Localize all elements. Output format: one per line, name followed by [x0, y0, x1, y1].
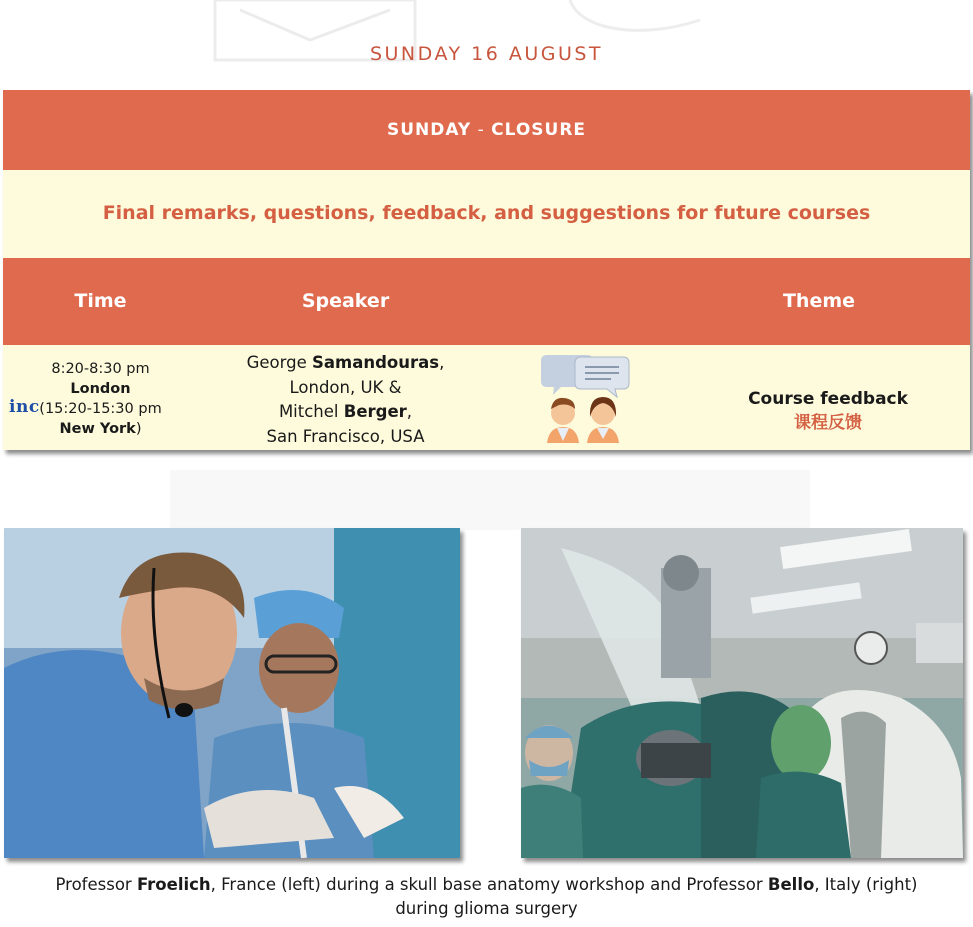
photo-glioma-surgery [521, 528, 963, 858]
speaker2-location: San Francisco, USA [266, 426, 425, 446]
header-time: Time [74, 290, 127, 312]
caption-middle: , France (left) during a skull base anatomy workshop and Professor [210, 875, 768, 894]
speaker1-comma: , [439, 353, 445, 372]
session-speakers [218, 351, 473, 449]
time-city-london: London [70, 381, 131, 397]
caption-prefix: Professor [55, 875, 137, 894]
speaker2-comma: , [406, 402, 413, 421]
header-theme: Theme [782, 290, 856, 312]
time-range-alt: (15:20-15:30 pm [39, 401, 162, 417]
discussion-people-icon [535, 351, 635, 446]
session-theme [703, 387, 953, 435]
speaker1-last: Samandouras [312, 353, 440, 372]
speaker1-first: George [246, 353, 313, 372]
remarks-text: Final remarks, questions, feedback, and suggestions for future courses [102, 202, 871, 224]
session-title-row [3, 90, 970, 170]
session-title [3, 120, 970, 140]
header-speaker: Speaker [301, 290, 390, 312]
remarks-row [3, 170, 970, 258]
date-heading: SUNDAY 16 AUGUST [369, 43, 604, 65]
speaker2-last: Berger [343, 402, 407, 421]
schedule-table [3, 90, 970, 450]
session-day: SUNDAY [386, 120, 472, 140]
time-close-paren: ) [135, 421, 142, 437]
caption-line2: during glioma surgery [395, 899, 578, 918]
theme-english: Course feedback [748, 389, 908, 409]
speaker2-first: Mitchel [278, 402, 344, 421]
inc-logo: inc [9, 397, 40, 417]
time-city-newyork: New York [59, 421, 136, 437]
photo-skull-base-workshop [4, 528, 460, 858]
speaker1-location: London, UK & [289, 377, 402, 397]
session-title-separator: - [471, 120, 492, 140]
caption-name-froelich: Froelich [136, 875, 211, 894]
column-header-row [3, 258, 970, 345]
session-row [3, 345, 970, 450]
caption-name-bello: Bello [767, 875, 815, 894]
caption-suffix: , Italy (right) [814, 875, 918, 894]
photo-caption [0, 873, 973, 921]
session-label: CLOSURE [491, 120, 587, 140]
theme-chinese: 课程反馈 [794, 413, 862, 433]
time-range: 8:20-8:30 pm [51, 361, 150, 377]
